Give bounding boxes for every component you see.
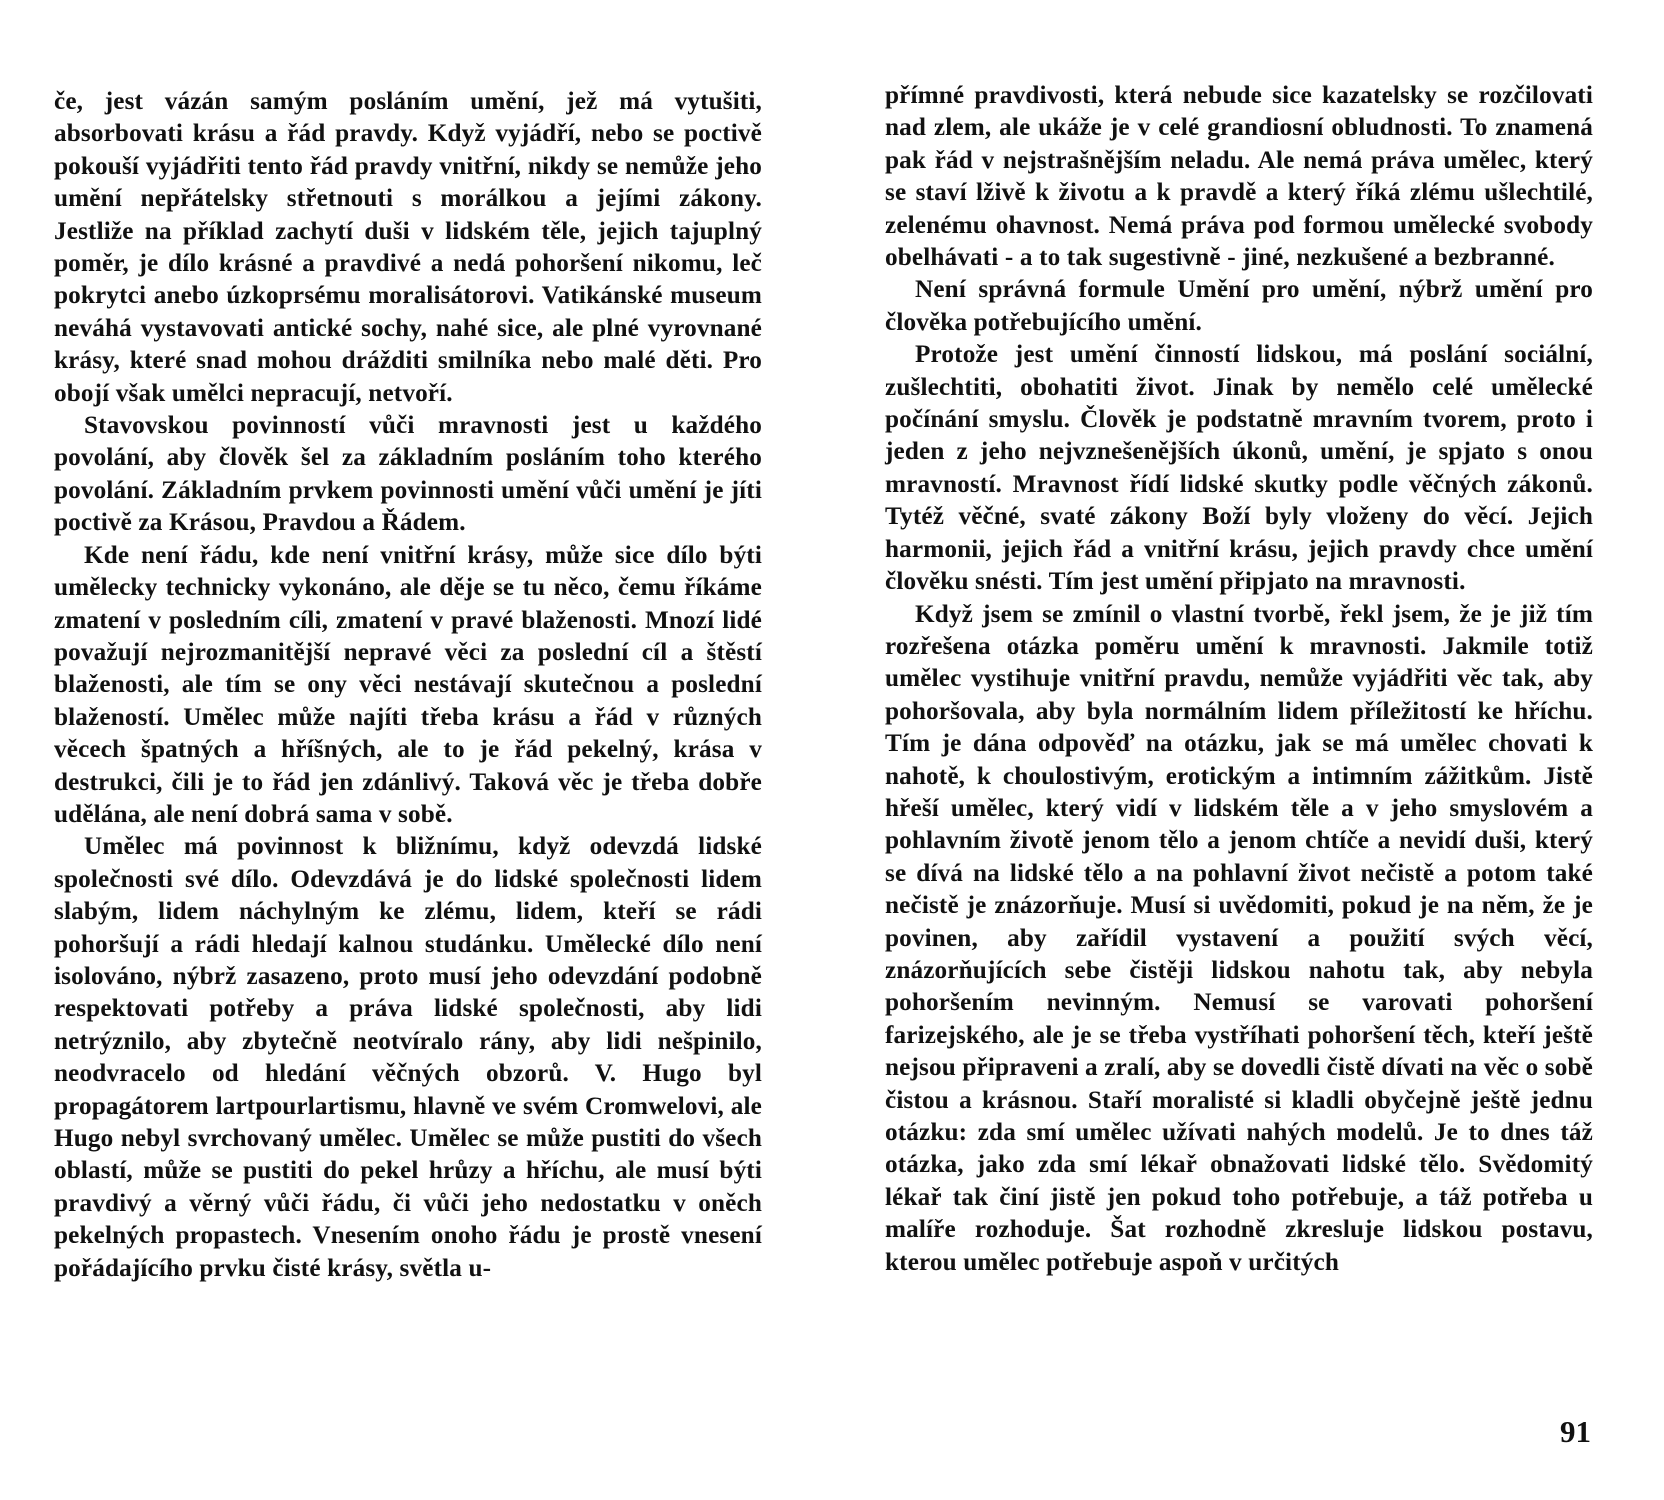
paragraph: Umělec má povinnost k bližnímu, když odevzdá lidské společnosti své dílo. Odevzdává je do lidské společnosti lidem slabým, lidem náchylným ke zlému, lidem, kteří se rádi pohoršují a rádi hledají kalnou studánku. Umělecké dílo není isolováno, nýbrž zasazeno, proto musí jeho odevzdání podobně respektovati potřeby a práva lidské společnosti, aby lidi netrýznilo, aby zbytečně neotvíralo rány, aby lidi nešpinilo, neodvracelo od hledání věčných obzorů. V. Hugo byl propagátorem lartpourlartismu, hlavně ve svém Cromwelovi, ale Hugo nebyl svrchovaný umělec. Umělec se může pustiti do všech oblastí, může se pustiti do pekel hrůzy a hříchu, ale musí býti pravdivý a věrný vůči řádu, či vůči jeho nedostatku v oněch pekelných propastech. Vnesením onoho řádu je prostě vnesení pořádajícího prvku čisté krásy, světla u- xyxy=(54,833,762,1282)
paragraph: Když jsem se zmínil o vlastní tvorbě, řekl jsem, že je již tím rozřešena otázka poměru umění k mravnosti. Jakmile totiž umělec vystihuje vnitřní pravdu, nemůže vyjádřiti věc tak, aby pohoršovala, aby byla normálním lidem příležitostí ke hříchu. Tím je dána odpověď na otázku, jak se má umělec chovati k nahotě, k choulostivým, erotickým a intimním zážitkům. Jistě hřeší umělec, který vidí v lidském těle a v jeho smyslovém a pohlavním životě jenom tělo a jenom chtíče a nevidí duši, který se dívá na lidské tělo a na pohlavní život nečistě a potom také nečistě je znázorňuje. Musí si uvědomiti, pokud je na něm, že je povinen, aby zařídil vystavení a použití svých věcí, znázorňujících sebe čistěji lidskou nahotu tak, aby nebyla pohoršením nevinným. Nemusí se varovati pohoršení farizejského, ale je se třeba vystříhati pohoršení těch, kteří ještě nejsou připraveni a zralí, aby se dovedli čistě dívati na věc o sobě čistou a krásnou. Staří moralisté si kladli obyčejně ještě jednu otázku: zda smí umělec užívati nahých modelů. Je to dnes táž otázka, jako zda smí lékař obnažovati lidské tělo. Svědomitý lékař tak činí jistě jen pokud toho potřebuje, a táž potřeba u malíře rozhoduje. Šat rozhodně zkresluje lidskou postavu, kterou umělec potřebuje aspoň v určitých xyxy=(885,600,1593,1276)
left-text-column xyxy=(54,86,762,1285)
paragraph: přímné pravdivosti, která nebude sice kazatelsky se rozčilovati nad zlem, ale ukáže je v celé grandiosní obludnosti. To znamená pak řád v nejstrašnějším neladu. Ale nemá práva umělec, který se staví lživě k životu a k pravdě a který říká zlému ušlechtilé, zelenému ohavnost. Nemá práva pod formou umělecké svobody obelhávati - a to tak sugestivně - jiné, nezkušené a bezbranné. xyxy=(885,82,1593,272)
paragraph: Stavovskou povinností vůči mravnosti jest u každého povolání, aby člověk šel za základním posláním toho kterého povolání. Základním prvkem povinnosti umění vůči umění je jíti poctivě za Krásou, Pravdou a Řádem. xyxy=(54,412,762,537)
right-text-column xyxy=(885,80,1593,1279)
paragraph: če, jest vázán samým posláním umění, jež má vytušiti, absorbovati krásu a řád pravdy. Když vyjádří, nebo se poctivě pokouší vyjádřiti tento řád pravdy vnitřní, nikdy se nemůže jeho umění nepřátelsky střetnouti s morálkou a jejími zákony. Jestliže na příklad zachytí duši v lidském těle, jejich tajuplný poměr, je dílo krásné a pravdivé a nedá pohoršení nikomu, leč pokrytci anebo úzkoprsému moralisátorovi. Vatikánské museum neváhá vystavovati antické sochy, nahé sice, ale plné vyrovnané krásy, které snad mohou drážditi smilníka nebo malé děti. Pro obojí však umělci nepracují, netvoří. xyxy=(54,88,762,407)
page-number: 91 xyxy=(1560,1414,1591,1449)
paragraph: Protože jest umění činností lidskou, má poslání sociální, zušlechtiti, obohatiti život. Jinak by nemělo celé umělecké počínání smyslu. Člověk je podstatně mravním tvorem, proto i jeden z jeho nejvznešenějších úkonů, umění, je spjato s onou mravností. Mravnost řídí lidské skutky podle věčných zákonů. Tytéž věčné, svaté zákony Boží byly vloženy do věcí. Jejich harmonii, jejich řád a vnitřní krásu, jejich pravdy chce umění člověku snésti. Tím jest umění připjato na mravnosti. xyxy=(885,341,1593,596)
paragraph: Není správná formule Umění pro umění, nýbrž umění pro člověka potřebujícího umění. xyxy=(885,276,1593,336)
paragraph: Kde není řádu, kde není vnitřní krásy, může sice dílo býti umělecky technicky vykonáno, ale děje se tu něco, čemu říkáme zmatení v posledním cíli, zmatení v pravé blaženosti. Mnozí lidé považují nejrozmanitější nepravé věci za poslední cíl a štěstí blaženosti, ale tím se ony věci nestávají skutečnou a poslední blažeností. Umělec může najíti třeba krásu a řád v různých věcech špatných a hříšných, ale to je řád pekelný, krása v destrukci, čili je to řád jen zdánlivý. Taková věc je třeba dobře udělána, ale není dobrá sama v sobě. xyxy=(54,541,762,828)
